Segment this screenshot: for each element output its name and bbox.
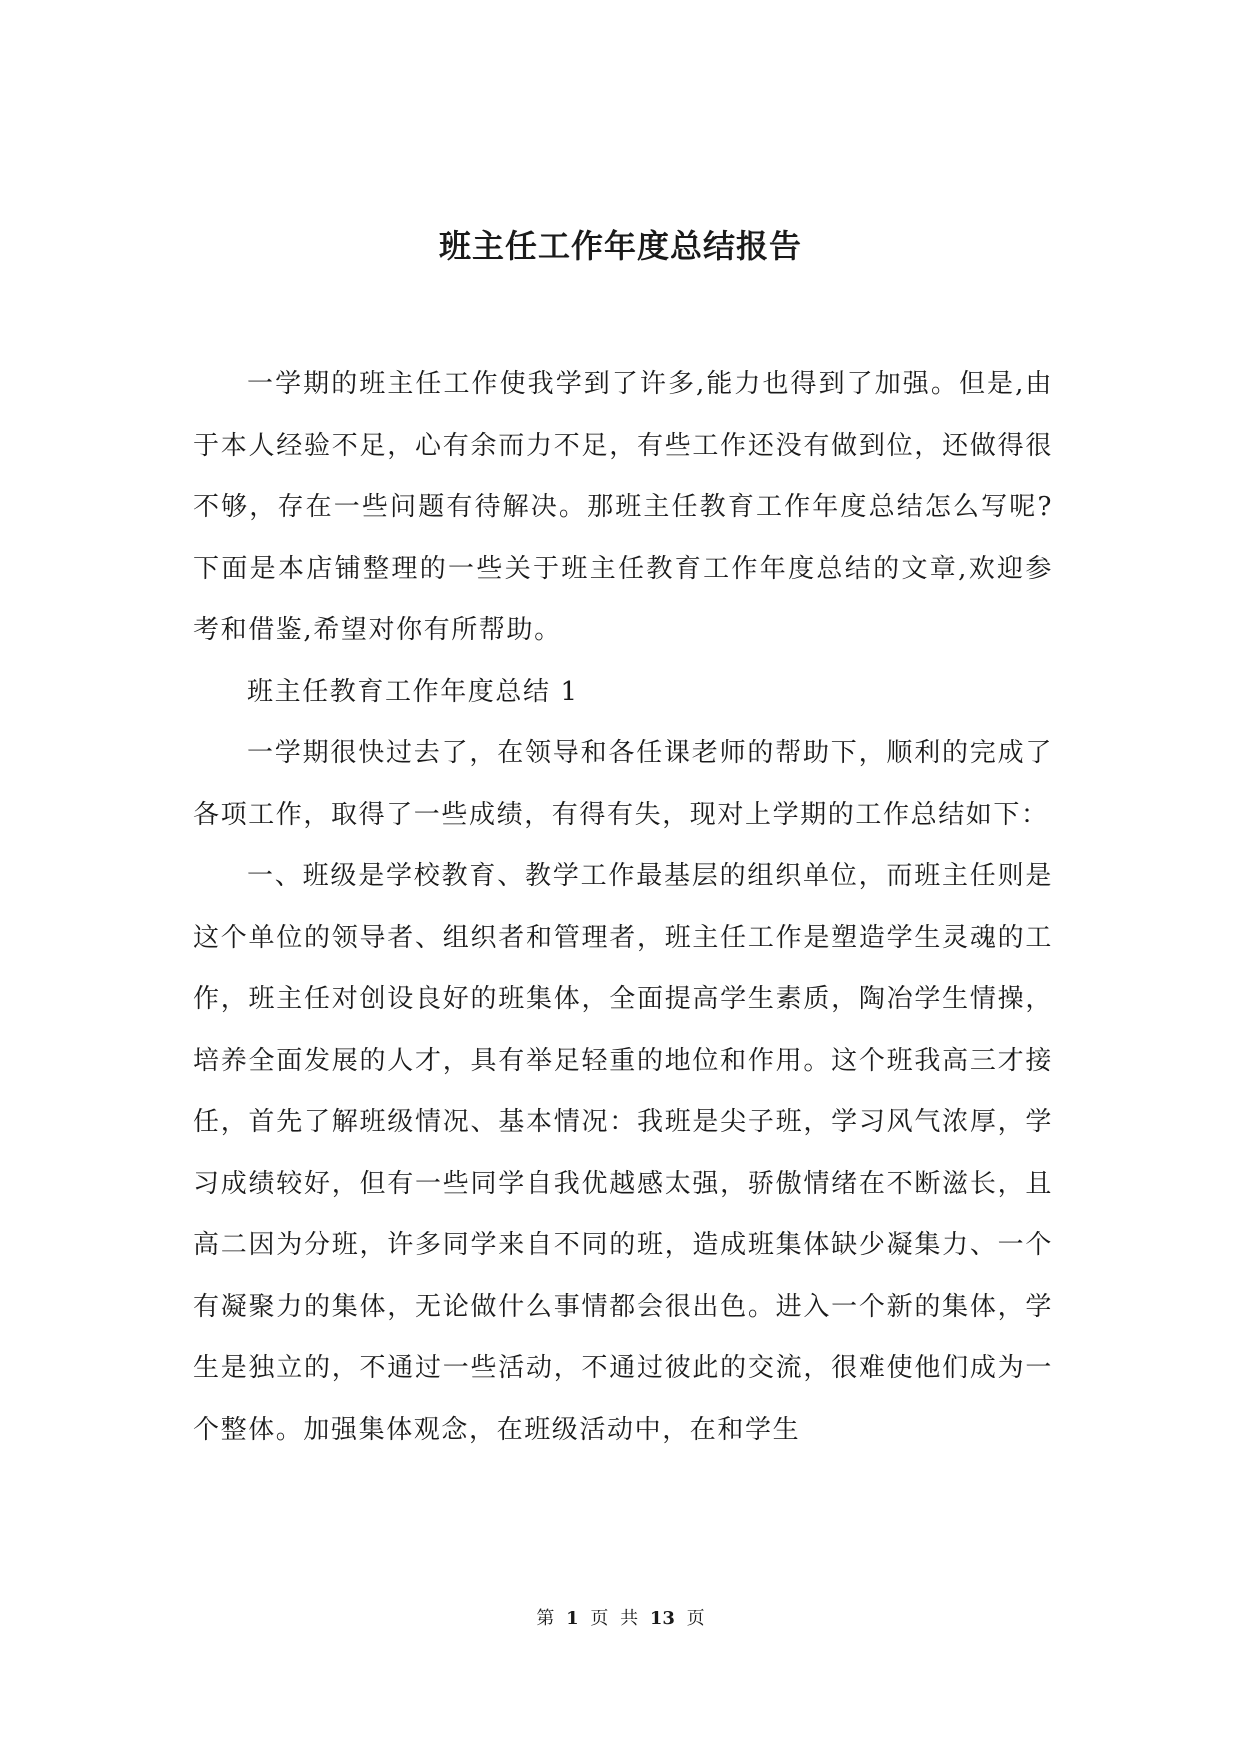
total-page-count: 13 (649, 1608, 675, 1629)
class-paragraph: 一、班级是学校教育、教学工作最基层的组织单位，而班主任则是这个单位的领导者、组织者和管理者，班主任工作是塑造学生灵魂的工作，班主任对创设良好的班集体，全面提高学生素质，陶冶学生情操，培养全面发展的人才，具有举足轻重的地位和作用。这个班我高三才接任，首先了解班级情况、基本情况：我班是尖子班，学习风气浓厚，学习成绩较好，但有一些同学自我优越感太强，骄傲情绪在不断滋长，且高二因为分班，许多同学来自不同的班，造成班集体缺少凝集力、一个有凝聚力的集体，无论做什么事情都会很出色。进入一个新的集体，学生是独立的，不通过一些活动，不通过彼此的交流，很难使他们成为一个整体。加强集体观念，在班级活动中，在和学生 (193, 861, 1053, 1445)
page-footer (0, 1606, 1241, 1632)
footer-suffix: 页 (686, 1608, 705, 1629)
intro-paragraph: 一学期的班主任工作使我学到了许多,能力也得到了加强。但是,由于本人经验不足，心有余而力不足，有些工作还没有做到位，还做得很不够，存在一些问题有待解决。那班主任教育工作年度总结怎么写呢?下面是本店铺整理的一些关于班主任教育工作年度总结的文章,欢迎参考和借鉴,希望对你有所帮助。 (193, 369, 1053, 645)
summary-paragraph: 一学期很快过去了，在领导和各任课老师的帮助下，顺利的完成了各项工作，取得了一些成绩，有得有失，现对上学期的工作总结如下： (193, 738, 1053, 830)
current-page-number: 1 (566, 1608, 579, 1629)
document-body (193, 354, 1053, 1461)
page-title: 班主任工作年度总结报告 (438, 227, 802, 265)
footer-middle: 页 共 (590, 1608, 639, 1629)
section-heading: 班主任教育工作年度总结 1 (247, 676, 579, 707)
footer-prefix: 第 (536, 1608, 555, 1629)
